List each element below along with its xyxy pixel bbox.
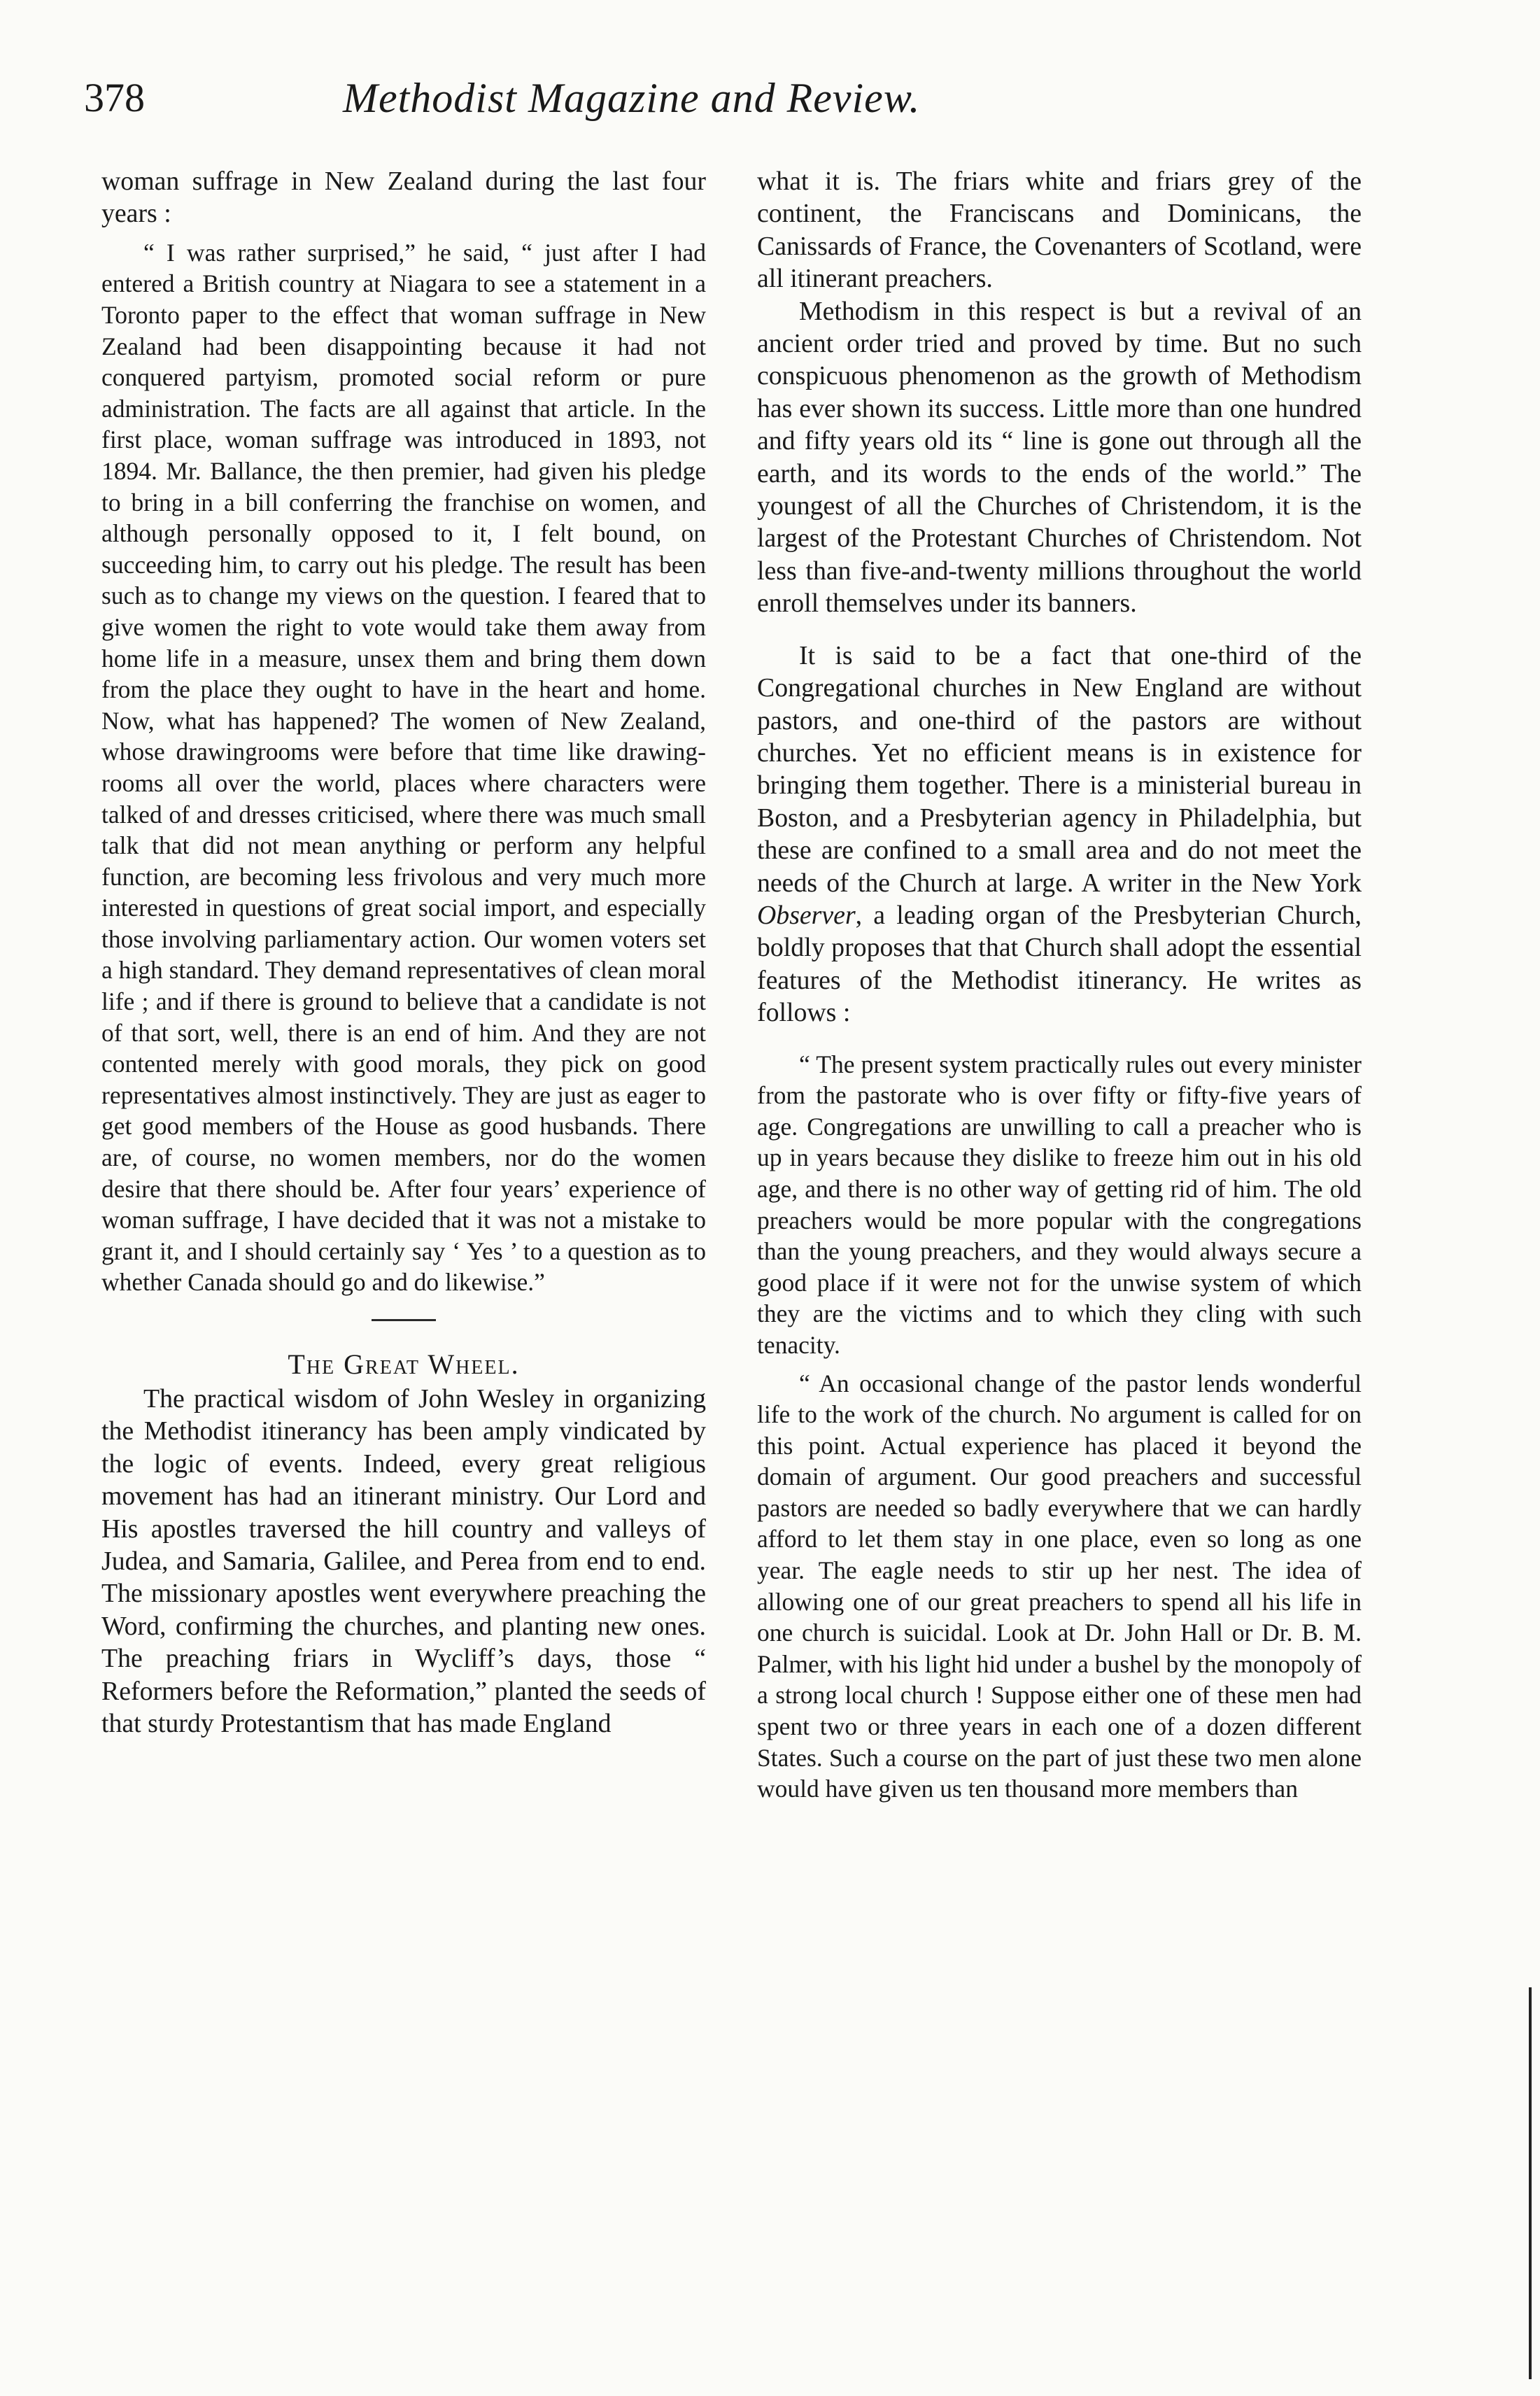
pastors-text-start: It is said to be a fact that one-third of the Congregational churches in New England are without pastors, and one-third of the pastors are without churches. Yet no efficient means is in existence for bringing them together. There is a ministerial bureau in Boston, and a Presbyterian agency in Philadelphia, but these are confined to a small area and do not meet the needs of the Church at large. A writer in the New York xyxy=(757,640,1362,898)
page-header xyxy=(84,70,1078,126)
binding-edge-line xyxy=(1529,1987,1532,2379)
section-heading: The Great Wheel. xyxy=(288,1348,520,1380)
section-divider xyxy=(372,1319,436,1321)
quote-paragraph-1: “ The present system practically rules out every minister from the pastorate who is over fifty or fifty-five years of age. Congregations are unwilling to call a preacher who is up in years because they dislike to freeze him out in his old age, and there is no other way of getting rid of him. The old preachers would be more popular with the congregations than the young preachers, and they would always secure a good place if it were not for the unwise system of which they are the victims and to which they cling with such tenacity. xyxy=(757,1050,1362,1359)
right-column xyxy=(757,165,1362,1805)
section-paragraph: The practical wisdom of John Wesley in organizing the Methodist itinerancy has been amply vindicated by the logic of events. Indeed, every great religious movement has had an itinerant ministry. Our Lord and His apostles traversed the hill country and valleys of Judea, and Samaria, Galilee, and Perea from end to end. The missionary apostles went everywhere preaching the Word, confirming the churches, and planting new ones. The preaching friars in Wycliff’s days, those “ Reformers before the Reformation,” planted the seeds of that sturdy Protestantism that has made England xyxy=(101,1384,706,1739)
pastors-paragraph xyxy=(757,640,1362,1029)
continuation-paragraph: what it is. The friars white and friars grey of the continent, the Franciscans and Dominicans, the Canissards of France, the Covenanters of Scotland, were all itinerant preachers. xyxy=(757,167,1362,294)
running-title: Methodist Magazine and Review. xyxy=(343,75,921,121)
methodism-paragraph: Methodism in this respect is but a revival of an ancient order tried and proved by time. But no such conspicuous phenomenon as the growth of Methodism has ever shown its success. Little more than one hundred and fifty years old its “ line is gone out through all the earth, and its words to the ends of the world.” The youngest of all the Churches of Christendom, it is the largest of the Protestant Churches of Christendom. Not less than five-and-twenty millions throughout the world enroll themselves under its banners. xyxy=(757,296,1362,619)
quote-paragraph-2: “ An occasional change of the pastor lends wonderful life to the work of the church. No argument is called for on this point. Actual experience has placed it beyond the domain of argument. Our good preachers and successful pastors are needed so badly everywhere that we can hardly afford to let them stay in one place, even so long as one year. The eagle needs to stir up her nest. The idea of allowing one of our great preachers to spend all his life in one church is suicidal. Look at Dr. John Hall or Dr. B. M. Palmer, with his light hid under a bushel by the monopoly of a strong local church ! Suppose either one of these men had spent two or three years in each one of a dozen different States. Such a course on the part of just these two men alone would have given us ten thousand more members than xyxy=(757,1369,1362,1803)
observer-title: Observer xyxy=(757,900,856,930)
pastors-text-end: , a leading organ of the Presbyterian Church, boldly proposes that that Church shall adopt the essential features of the Methodist itinerancy. He writes as follows : xyxy=(757,900,1362,1028)
intro-paragraph: woman suffrage in New Zealand during the last four years : xyxy=(101,167,706,229)
page-number: 378 xyxy=(84,75,145,120)
left-column xyxy=(101,165,706,1740)
quoted-statement: “ I was rather surprised,” he said, “ just after I had entered a British country at Niagara to see a statement in a Toronto paper to the effect that woman suffrage in New Zealand had been disappointing because it had not conquered partyism, promoted social reform or pure administration. The facts are all against that article. In the first place, woman suffrage was introduced in 1893, not 1894. Mr. Ballance, the then premier, had given his pledge to bring in a bill conferring the franchise on women, and although personally opposed to it, I felt bound, on succeeding him, to carry out his pledge. The result has been such as to change my views on the question. I feared that to give women the right to vote would take them away from home life in a measure, unsex them and bring them down from the place they ought to have in the heart and home. Now, what has happened? The women of New Zealand, whose drawingrooms were before that time like drawingrooms all over the world, places where characters were talked of and dresses criticised, where there was much small talk that did not mean anything or perform any helpful function, are becoming less frivolous and very much more interested in questions of great social import, and especially those involving parliamentary action. Our women voters set a high standard. They demand representatives of clean moral life ; and if there is ground to believe that a candidate is not of that sort, well, there is an end of him. And they are not contented merely with good morals, they pick on good representatives almost instinctively. They are just as eager to get good members of the House as good husbands. There are, of course, no women members, nor do the women desire that there should be. After four years’ experience of woman suffrage, I have decided that it was not a mistake to grant it, and I should certainly say ‘ Yes ’ to a question as to whether Canada should go and do likewise.” xyxy=(101,238,706,1297)
